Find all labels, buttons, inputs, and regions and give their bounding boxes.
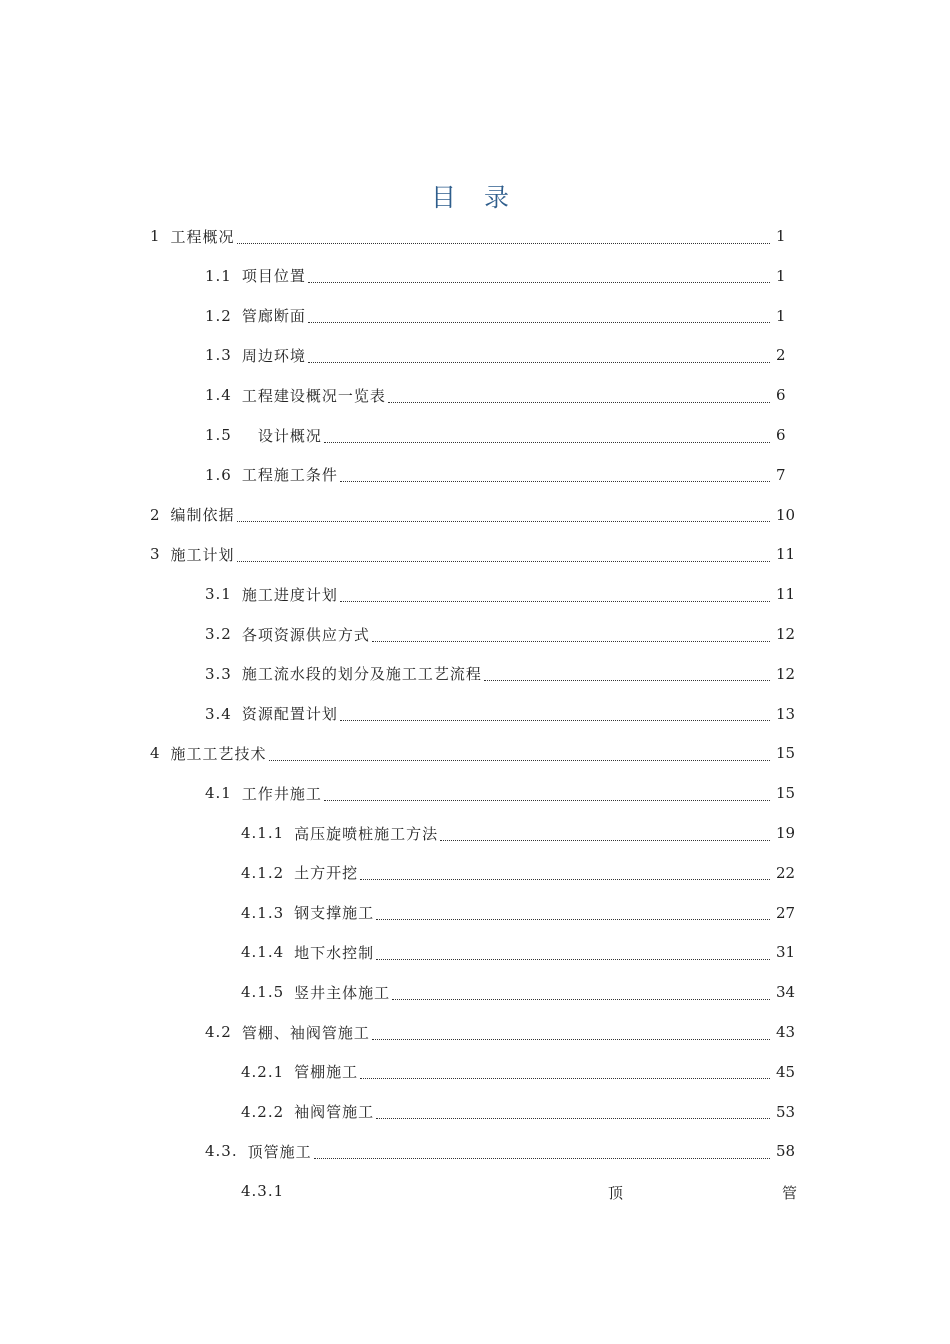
toc-dot-leader — [237, 229, 770, 244]
toc-entry-page-number: 15 — [776, 744, 796, 763]
toc-entry-page-number: 11 — [776, 545, 796, 564]
toc-entry-page-number: 2 — [776, 346, 786, 365]
toc-dot-leader — [237, 547, 770, 562]
toc-dot-leader — [340, 587, 770, 602]
toc-entry[interactable] — [205, 696, 812, 732]
toc-entry-label: 编制依据 — [170, 506, 235, 525]
toc-dot-leader — [360, 1064, 770, 1079]
toc-entry[interactable] — [205, 775, 812, 811]
toc-entry-number: 3.2 — [205, 625, 232, 643]
toc-dot-leader — [440, 826, 770, 841]
toc-entry-number: 3.4 — [205, 704, 232, 723]
toc-entry-number: 1.2 — [205, 306, 232, 325]
toc-entry-page-number: 43 — [776, 1023, 796, 1041]
toc-entry-page-number: 13 — [776, 704, 796, 723]
toc-entry-number: 4.2 — [205, 1023, 232, 1041]
toc-dot-leader — [269, 746, 770, 761]
toc-entry-page-number: 34 — [776, 983, 796, 1002]
toc-entry-number: 4.1 — [205, 784, 232, 803]
toc-entry-number: 4.1.2 — [241, 863, 285, 882]
toc-entry-number: 4 — [150, 744, 161, 763]
toc-entry-number: 4.1.1 — [241, 824, 285, 842]
toc-entry-number: 1.4 — [205, 386, 232, 405]
toc-entry-page-number: 6 — [776, 386, 786, 405]
toc-entry-number: 4.1.5 — [241, 983, 285, 1002]
toc-entry-page-number: 53 — [776, 1102, 796, 1121]
toc-entry-label: 高压旋喷桩施工方法 — [294, 824, 439, 843]
toc-dot-leader — [484, 666, 770, 681]
toc-entry-label: 钢支撑施工 — [294, 904, 375, 923]
toc-entry-label: 管棚、袖阀管施工 — [241, 1023, 370, 1042]
toc-entry-page-number: 12 — [776, 625, 796, 643]
toc-entry-number: 1.1 — [205, 266, 232, 285]
toc-entry[interactable] — [205, 576, 812, 612]
toc-entry-label-part: 顶 — [608, 1184, 625, 1202]
toc-entry[interactable] — [205, 656, 812, 692]
toc-entry-label: 设计概况 — [257, 426, 322, 445]
toc-entry-page-number: 22 — [776, 863, 796, 882]
toc-entry[interactable] — [205, 457, 812, 493]
toc-entry[interactable] — [241, 895, 812, 931]
toc-entry-number: 4.1.4 — [241, 943, 285, 962]
toc-entry-label: 土方开挖 — [294, 864, 359, 883]
toc-entry-label: 管廊断面 — [241, 307, 306, 326]
toc-entry[interactable] — [241, 815, 812, 851]
toc-entry-number: 4.2.2 — [241, 1102, 285, 1121]
toc-entry-label: 顶管施工 — [247, 1142, 312, 1161]
toc-dot-leader — [372, 1025, 770, 1040]
toc-entry[interactable] — [150, 735, 812, 771]
toc-entry-number: 4.2.1 — [241, 1062, 285, 1081]
toc-dot-leader — [376, 945, 770, 960]
toc-entry-label: 施工计划 — [170, 545, 235, 564]
toc-entry-number: 3 — [150, 545, 161, 564]
toc-entry[interactable] — [205, 377, 812, 413]
toc-title: 目 录 — [431, 183, 519, 212]
toc-dot-leader — [237, 507, 770, 522]
toc-entry-label: 资源配置计划 — [241, 705, 338, 724]
toc-entry[interactable] — [205, 1014, 812, 1050]
toc-dot-leader — [376, 1104, 770, 1119]
toc-entry-number: 3.1 — [205, 585, 232, 604]
toc-dot-leader — [392, 985, 770, 1000]
toc-dot-leader — [360, 865, 770, 880]
toc-entry[interactable] — [241, 974, 812, 1010]
toc-entry[interactable] — [205, 1133, 812, 1169]
toc-entry-label: 施工进度计划 — [241, 585, 338, 604]
toc-dot-leader — [340, 706, 770, 721]
toc-entry-number: 3.3 — [205, 664, 232, 683]
toc-entry-page-number: 1 — [776, 227, 786, 245]
toc-dot-leader — [388, 388, 770, 403]
toc-entry-label: 管棚施工 — [294, 1063, 359, 1082]
toc-entry-page-number: 10 — [776, 505, 796, 524]
toc-entry-page-number: 11 — [776, 585, 796, 604]
toc-entry[interactable] — [150, 536, 812, 572]
toc-entry-label: 工程施工条件 — [241, 466, 338, 485]
toc-dot-leader — [324, 428, 770, 443]
toc-entry-label: 施工工艺技术 — [170, 744, 267, 763]
toc-entry-number: 4.1.3 — [241, 903, 285, 922]
toc-entry-label: 袖阀管施工 — [294, 1103, 375, 1122]
toc-entry-partial[interactable] — [241, 1174, 801, 1210]
toc-dot-leader — [314, 1144, 770, 1159]
toc-entry-page-number: 31 — [776, 943, 796, 962]
toc-entry-page-number: 1 — [776, 266, 786, 285]
toc-dot-leader — [308, 308, 770, 323]
toc-entry-page-number: 7 — [776, 465, 786, 484]
toc-dot-leader — [372, 627, 770, 642]
toc-dot-leader — [324, 786, 770, 801]
toc-entry-page-number: 27 — [776, 903, 796, 922]
toc-entry-label: 周边环境 — [241, 346, 306, 365]
toc-entry[interactable] — [150, 218, 812, 254]
toc-entry[interactable] — [241, 855, 812, 891]
toc-entry[interactable] — [205, 337, 812, 373]
toc-dot-leader — [308, 348, 770, 363]
toc-entry[interactable] — [241, 934, 812, 970]
toc-entry-page-number: 6 — [776, 426, 786, 444]
toc-entry-number: 1.6 — [205, 465, 232, 484]
toc-entry-page-number: 15 — [776, 784, 796, 803]
toc-dot-leader — [340, 467, 770, 482]
toc-entry-label: 竖井主体施工 — [294, 983, 391, 1002]
toc-entry-label: 项目位置 — [241, 267, 306, 286]
toc-dot-leader — [376, 905, 770, 920]
toc-entry-number: 1.3 — [205, 346, 232, 365]
toc-entry-number: 1 — [150, 227, 161, 245]
toc-entry-label-part: 管 — [782, 1184, 799, 1202]
toc-entry-number: 4.3.1 — [241, 1182, 285, 1200]
toc-entry-page-number: 19 — [776, 824, 796, 842]
toc-entry-number: 1.5 — [205, 426, 232, 444]
toc-entry-label: 地下水控制 — [294, 943, 375, 962]
toc-entry-label: 工作井施工 — [241, 784, 322, 803]
toc-entry-label: 工程概况 — [170, 227, 235, 246]
toc-entry-label: 工程建设概况一览表 — [241, 386, 386, 405]
toc-entry[interactable] — [205, 258, 812, 294]
toc-entry[interactable] — [205, 417, 812, 453]
toc-entry-number: 4.3. — [205, 1142, 238, 1161]
toc-entry[interactable] — [241, 1054, 812, 1090]
toc-entry-number: 2 — [150, 505, 161, 524]
toc-entry-label: 施工流水段的划分及施工工艺流程 — [241, 665, 482, 684]
toc-entry-label: 各项资源供应方式 — [241, 625, 370, 644]
toc-entry[interactable] — [241, 1094, 812, 1130]
toc-dot-leader — [308, 268, 770, 283]
toc-entry-page-number: 45 — [776, 1062, 796, 1081]
toc-entry[interactable] — [150, 497, 812, 533]
toc-entry[interactable] — [205, 298, 812, 334]
toc-entry-page-number: 1 — [776, 306, 786, 325]
toc-entry-page-number: 58 — [776, 1142, 796, 1161]
toc-entry-page-number: 12 — [776, 664, 796, 683]
toc-entry[interactable] — [205, 616, 812, 652]
